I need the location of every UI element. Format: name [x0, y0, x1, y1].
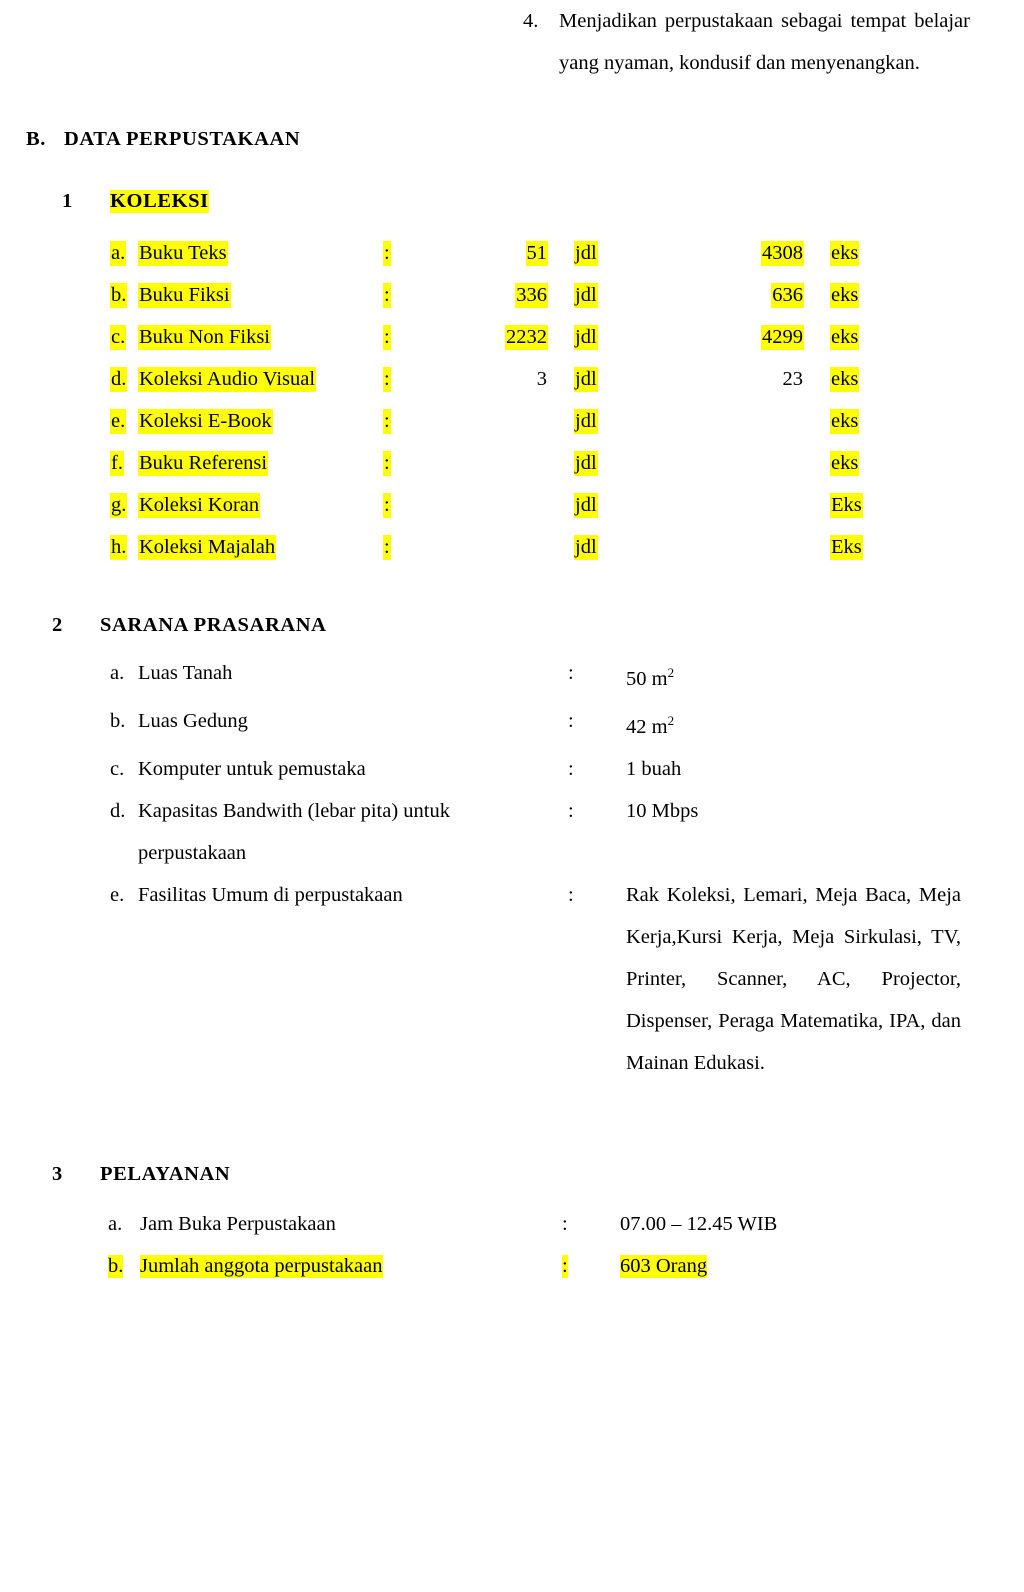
row-colon-text: :: [384, 325, 390, 348]
row-value-sup: 2: [667, 712, 675, 728]
row-unit-eks: [812, 526, 910, 568]
row-eks-text: [802, 425, 804, 427]
row-name: [138, 526, 383, 568]
row-jdl: [443, 316, 556, 358]
row-unit-eks: [812, 232, 910, 274]
row-unit-jdl: [556, 316, 694, 358]
row-unit-jdl: [556, 358, 694, 400]
row-colon: [383, 526, 443, 568]
table-row: [110, 526, 910, 568]
row-unit-jdl: [556, 232, 694, 274]
row-unit-jdl-text: jdl: [575, 367, 597, 390]
row-value: 1 buah: [626, 757, 682, 780]
row-colon: [383, 400, 443, 442]
row-colon: :: [568, 662, 574, 684]
sarana-heading: [52, 614, 452, 637]
row-jdl-text: 336: [516, 283, 547, 306]
row-unit-jdl: [556, 274, 694, 316]
row-name: [138, 358, 383, 400]
pelayanan-number: 3: [52, 1163, 63, 1185]
row-name: [138, 316, 383, 358]
pelayanan-table: [86, 1203, 946, 1287]
row-jdl-text: [546, 467, 548, 469]
row-colon-text: :: [384, 409, 390, 432]
row-value-sup: 2: [667, 665, 675, 680]
row-letter: e.: [110, 883, 125, 906]
row-name: [138, 790, 568, 874]
row-value: [626, 874, 970, 1084]
table-row: [110, 748, 970, 790]
row-eks: [694, 274, 812, 316]
row-unit-eks-text: Eks: [831, 493, 862, 516]
row-colon: [562, 1203, 620, 1245]
row-colon: :: [568, 709, 574, 732]
row-name-text: Buku Fiksi: [139, 283, 230, 306]
row-name: Luas Gedung: [138, 709, 248, 732]
row-value: [620, 1203, 946, 1245]
row-unit-jdl-text: jdl: [575, 325, 597, 348]
row-value: [626, 652, 970, 700]
koleksi-table-body: [110, 232, 910, 568]
row-letter-text: c.: [111, 325, 126, 348]
row-name: [140, 1203, 562, 1245]
row-colon-text: :: [384, 451, 390, 474]
row-eks: [694, 232, 812, 274]
intro-text: Menjadikan perpustakaan sebagai tempat belajar yang nyaman, kondusif dan menyenangkan.: [559, 10, 970, 74]
row-unit-jdl-text: jdl: [575, 451, 597, 474]
row-letter-text: a.: [111, 241, 126, 264]
row-name: [138, 484, 383, 526]
row-jdl-text: 51: [526, 241, 547, 264]
koleksi-table: [110, 232, 910, 568]
row-name: [138, 400, 383, 442]
table-row: [110, 700, 970, 748]
row-letter: [110, 400, 138, 442]
row-letter: [110, 358, 138, 400]
row-name-text: Jumlah anggota perpustakaan: [140, 1254, 383, 1277]
row-colon-text: :: [562, 1212, 568, 1235]
section-b-label: B.: [26, 128, 46, 150]
row-letter-text: d.: [111, 367, 127, 390]
row-jdl: [443, 442, 556, 484]
table-row: [110, 400, 910, 442]
row-jdl-text: 2232: [506, 325, 547, 348]
table-row: [110, 232, 910, 274]
row-letter: [110, 274, 138, 316]
row-eks-text: 636: [772, 283, 803, 306]
row-letter-text: g.: [111, 493, 127, 516]
row-letter: [110, 526, 138, 568]
row-letter: [110, 484, 138, 526]
row-unit-eks: [812, 358, 910, 400]
row-unit-jdl: [556, 400, 694, 442]
row-letter: c.: [110, 757, 125, 780]
row-jdl-text: [546, 551, 548, 553]
row-letter-text: e.: [111, 409, 126, 432]
pelayanan-title: PELAYANAN: [100, 1163, 231, 1185]
intro-paragraph: [523, 0, 970, 84]
row-value-text: 07.00 – 12.45 WIB: [620, 1212, 778, 1235]
table-row: [110, 652, 970, 700]
row-jdl: [443, 400, 556, 442]
row-colon: [383, 442, 443, 484]
table-row: [110, 358, 910, 400]
row-name: [138, 232, 383, 274]
row-unit-eks-text: eks: [831, 325, 859, 348]
row-letter-text: h.: [111, 535, 127, 558]
row-unit-eks: [812, 442, 910, 484]
row-colon: :: [568, 799, 574, 822]
row-name-text: Koleksi Majalah: [139, 535, 276, 558]
intro-number: 4.: [523, 10, 539, 32]
row-colon: :: [568, 757, 574, 780]
row-letter: [110, 232, 138, 274]
row-colon: [383, 274, 443, 316]
row-jdl: [443, 358, 556, 400]
koleksi-heading: [62, 190, 362, 213]
row-name: Komputer untuk pemustaka: [138, 757, 366, 780]
row-name-text: Koleksi E-Book: [139, 409, 272, 432]
row-letter: [86, 1203, 140, 1245]
pelayanan-heading: [52, 1163, 452, 1186]
row-unit-eks-text: Eks: [831, 535, 862, 558]
row-jdl-text: [546, 425, 548, 427]
row-colon-text: :: [384, 493, 390, 516]
koleksi-number: 1: [62, 190, 73, 212]
row-name: [140, 1245, 562, 1287]
section-b-heading: [26, 128, 300, 151]
row-unit-eks-text: eks: [831, 283, 859, 306]
table-row: [86, 1203, 946, 1245]
row-value: 10 Mbps: [626, 799, 699, 822]
row-name-text: Jam Buka Perpustakaan: [140, 1212, 336, 1235]
row-unit-jdl-text: jdl: [575, 535, 597, 558]
row-eks-text: 23: [782, 367, 803, 390]
row-name-text: Kapasitas Bandwith (lebar pita) untuk perpustakaan: [138, 799, 450, 864]
row-letter-text: f.: [111, 451, 123, 474]
row-jdl: [443, 274, 556, 316]
row-unit-eks: [812, 274, 910, 316]
row-unit-eks: [812, 400, 910, 442]
row-eks-text: 4308: [762, 241, 803, 264]
table-row: [110, 484, 910, 526]
koleksi-title: KOLEKSI: [110, 190, 209, 212]
row-name-text: Buku Non Fiksi: [139, 325, 270, 348]
row-eks-text: [802, 509, 804, 511]
row-unit-eks-text: eks: [831, 367, 859, 390]
row-unit-eks: [812, 316, 910, 358]
row-jdl-text: [546, 509, 548, 511]
row-name-text: Buku Referensi: [139, 451, 268, 474]
row-unit-jdl-text: jdl: [575, 241, 597, 264]
sarana-number: 2: [52, 614, 63, 636]
sarana-title: SARANA PRASARANA: [100, 614, 327, 636]
row-colon-text: :: [384, 535, 390, 558]
table-row: [110, 274, 910, 316]
row-colon-text: :: [384, 241, 390, 264]
row-jdl: [443, 526, 556, 568]
row-colon-text: :: [562, 1254, 568, 1277]
row-unit-eks-text: eks: [831, 409, 859, 432]
row-unit-jdl-text: jdl: [575, 283, 597, 306]
row-name-text: Koleksi Koran: [139, 493, 260, 516]
row-value-text: 42 m: [626, 715, 668, 738]
row-value-text: 603 Orang: [620, 1254, 708, 1277]
row-unit-jdl-text: jdl: [575, 493, 597, 516]
row-eks: [694, 442, 812, 484]
section-b-title: DATA PERPUSTAKAAN: [64, 128, 301, 150]
row-letter-text: b.: [108, 1254, 124, 1277]
row-colon: [562, 1245, 620, 1287]
table-row: [86, 1245, 946, 1287]
row-letter-text: a.: [108, 1212, 123, 1235]
row-name: [138, 274, 383, 316]
table-row: [110, 442, 910, 484]
row-unit-jdl: [556, 526, 694, 568]
table-row: [110, 316, 910, 358]
row-value: [620, 1245, 946, 1287]
row-unit-eks-text: eks: [831, 241, 859, 264]
row-eks: [694, 484, 812, 526]
row-letter-text: b.: [111, 283, 127, 306]
row-eks: [694, 316, 812, 358]
row-value: [626, 700, 970, 748]
row-colon: [383, 232, 443, 274]
row-eks-text: [802, 551, 804, 553]
row-name: Fasilitas Umum di perpustakaan: [138, 883, 403, 906]
row-name: [138, 442, 383, 484]
row-value-text: Rak Koleksi, Lemari, Meja Baca, Meja Kerja,Kursi Kerja, Meja Sirkulasi, TV, Printer, Scanner, AC, Projector, Dispenser, Peraga Matematika, IPA, dan Mainan Edukasi.: [626, 883, 961, 1074]
row-eks: [694, 358, 812, 400]
row-eks-text: [802, 467, 804, 469]
row-letter: [110, 316, 138, 358]
row-unit-jdl: [556, 442, 694, 484]
row-eks-text: 4299: [762, 325, 803, 348]
row-letter: d.: [110, 799, 126, 822]
row-colon: [383, 358, 443, 400]
row-jdl: [443, 232, 556, 274]
row-name-text: Buku Teks: [139, 241, 227, 264]
row-colon-text: :: [384, 283, 390, 306]
row-unit-eks-text: eks: [831, 451, 859, 474]
row-letter: a.: [110, 662, 125, 684]
row-colon: [383, 484, 443, 526]
row-jdl: [443, 484, 556, 526]
row-unit-jdl-text: jdl: [575, 409, 597, 432]
row-name-text: Koleksi Audio Visual: [139, 367, 316, 390]
row-unit-jdl: [556, 484, 694, 526]
row-letter: b.: [110, 709, 126, 732]
row-value-text: 50 m: [626, 667, 668, 690]
row-jdl-text: 3: [536, 367, 547, 390]
row-letter: [110, 442, 138, 484]
table-row: [110, 874, 970, 1084]
row-name: Luas Tanah: [138, 662, 233, 684]
row-unit-eks: [812, 484, 910, 526]
row-colon: :: [568, 883, 574, 906]
sarana-table-body: [110, 652, 970, 1084]
row-colon-text: :: [384, 367, 390, 390]
row-eks: [694, 400, 812, 442]
sarana-table: [110, 652, 970, 1084]
row-letter: [86, 1245, 140, 1287]
row-colon: [383, 316, 443, 358]
row-eks: [694, 526, 812, 568]
table-row: [110, 790, 970, 874]
pelayanan-table-body: [86, 1203, 946, 1287]
